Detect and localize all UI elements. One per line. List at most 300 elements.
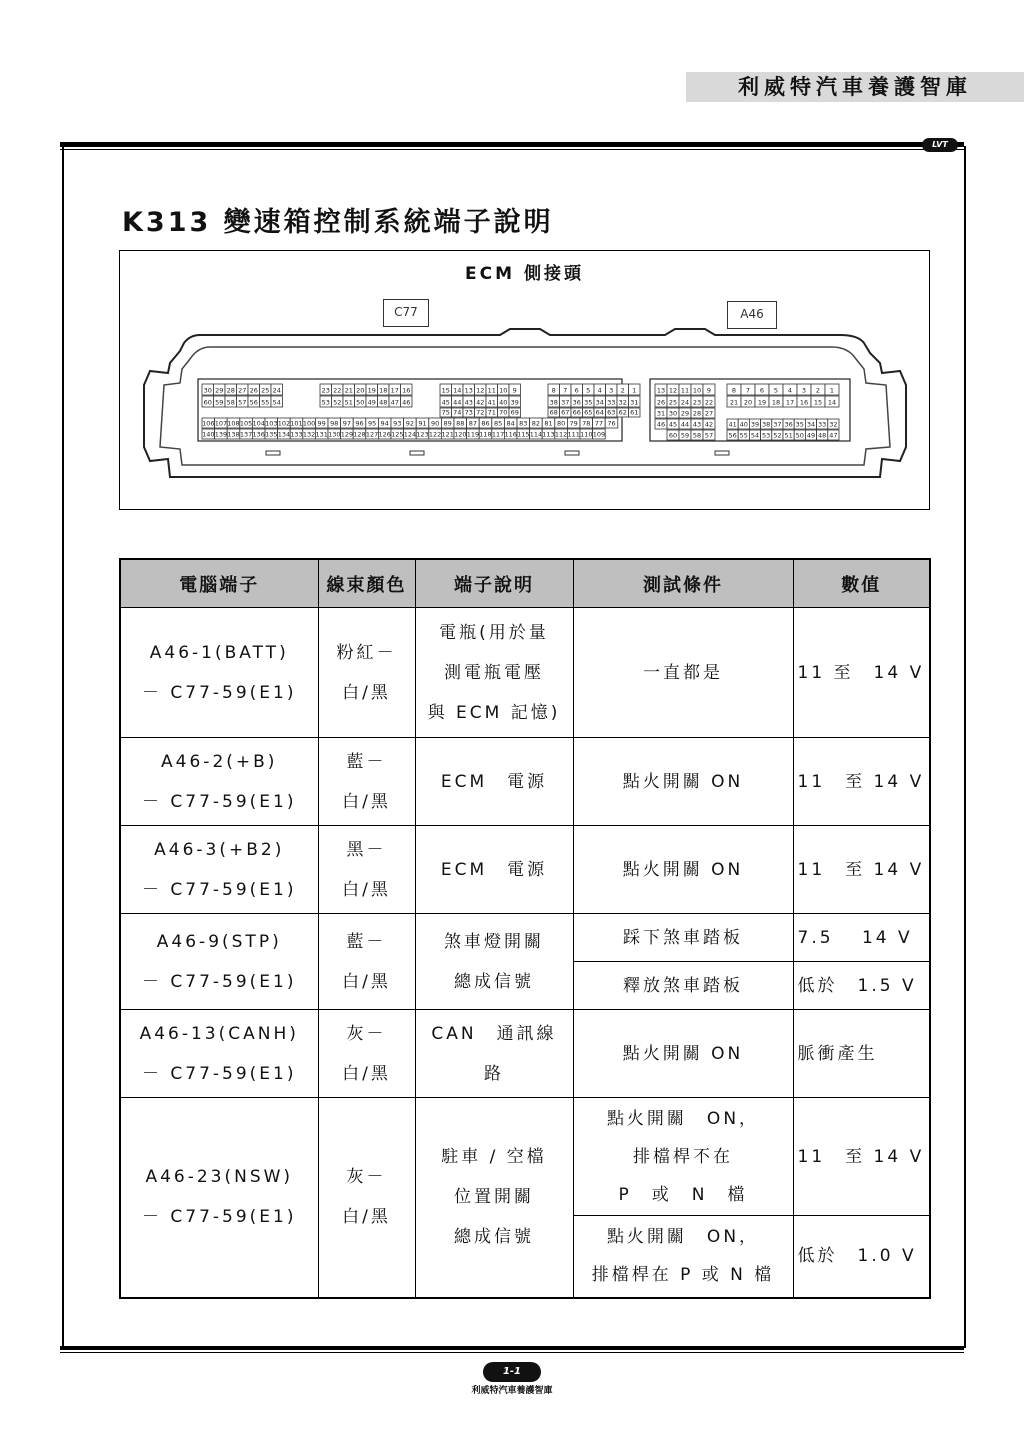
- pin-number: 46: [402, 398, 411, 407]
- terminal-cell-line: A46-2(+B): [161, 751, 278, 772]
- pin-number: 32: [618, 398, 627, 407]
- pin-number: 113: [542, 430, 555, 439]
- pin-number: 3: [801, 386, 807, 395]
- pin-number: 69: [510, 408, 519, 417]
- pin-number: 50: [356, 398, 365, 407]
- pin-number: 99: [317, 419, 326, 428]
- pin-number: 40: [499, 398, 508, 407]
- pin-number: 114: [529, 430, 543, 439]
- pin-number: 96: [355, 419, 364, 428]
- condition-cell-line: 排檔桿在 P 或 N 檔: [591, 1265, 775, 1286]
- pin-number: 22: [704, 398, 714, 407]
- wire-color-cell: [318, 1010, 415, 1098]
- pin-number: 52: [333, 398, 342, 407]
- pin-number: 33: [818, 420, 827, 429]
- description-cell-line: 總成信號: [454, 971, 534, 992]
- terminal-cell: [120, 738, 318, 826]
- pin-number: 82: [531, 419, 541, 428]
- pin-number: 1: [829, 386, 835, 395]
- pin-number: 75: [441, 408, 450, 417]
- pin-number: 90: [430, 419, 440, 428]
- pin-number: 1: [632, 386, 637, 395]
- pin-number: 80: [556, 419, 566, 428]
- terminal-cell-line: A46-1(BATT): [149, 642, 289, 663]
- condition-cell-line: 點火開關 ON，: [606, 1108, 760, 1129]
- pin-number: 55: [261, 398, 270, 407]
- terminal-cell-line: － C77-59(E1): [142, 1063, 297, 1084]
- pin-number: 58: [692, 431, 702, 440]
- pin-number: 28: [226, 386, 235, 395]
- condition-cell: [573, 826, 793, 914]
- pin-number: 44: [453, 398, 462, 407]
- pin-number: 70: [499, 408, 508, 417]
- pin-number: 51: [344, 398, 353, 407]
- pin-number: 131: [315, 430, 328, 439]
- value-cell: 11 至 14 V: [793, 738, 930, 826]
- pin-number: 38: [762, 420, 771, 429]
- value-cell: 7.5 14 V: [793, 914, 930, 962]
- pin-number: 139: [214, 430, 228, 439]
- pin-number: 49: [367, 398, 376, 407]
- pin-number: 6: [574, 386, 579, 395]
- pin-number: 49: [806, 431, 816, 440]
- pin-number: 45: [441, 398, 450, 407]
- pin-number: 34: [595, 398, 604, 407]
- ecm-connector-drawing: [120, 251, 929, 509]
- pin-number: 35: [795, 420, 804, 429]
- pin-number: 28: [692, 409, 702, 418]
- pin-number: 36: [572, 398, 581, 407]
- pin-number: 101: [290, 419, 303, 428]
- terminal-cell-line: A46-9(STP): [156, 931, 282, 952]
- bottom-rule-thin: [60, 1352, 964, 1353]
- pin-number: 48: [379, 398, 388, 407]
- pin-number: 53: [321, 398, 330, 407]
- pin-number: 58: [226, 398, 235, 407]
- terminal-cell-line: － C77-59(E1): [142, 682, 297, 703]
- wire-color-cell-line: 白/黑: [342, 879, 391, 900]
- pin-number: 19: [367, 386, 376, 395]
- pin-number: 21: [729, 398, 739, 407]
- pin-number: 26: [656, 398, 666, 407]
- pin-number: 43: [464, 398, 473, 407]
- condition-cell-line: 點火開關 ON: [622, 1043, 744, 1064]
- wire-color-cell-line: 白/黑: [342, 791, 391, 812]
- pin-number: 19: [757, 398, 767, 407]
- condition-cell-line: 點火開關 ON: [622, 859, 744, 880]
- footer-page-badge: 1-1: [483, 1362, 541, 1382]
- pin-number: 130: [328, 430, 341, 439]
- condition-cell: [573, 1098, 793, 1216]
- pin-number: 6: [759, 386, 765, 395]
- pin-number: 127: [365, 430, 379, 439]
- description-cell-line: 駐車 / 空檔: [441, 1147, 547, 1168]
- terminal-cell: [120, 914, 318, 1010]
- pin-number: 10: [499, 386, 508, 395]
- description-cell-line: CAN 通訊線: [431, 1023, 557, 1044]
- condition-cell-line: 一直都是: [643, 662, 723, 683]
- pin-number: 30: [203, 386, 212, 395]
- pin-number: 63: [607, 408, 616, 417]
- pin-number: 117: [491, 430, 505, 439]
- condition-cell: [573, 1216, 793, 1298]
- pin-number: 116: [504, 430, 517, 439]
- pin-number: 94: [380, 419, 389, 428]
- pin-number: 65: [584, 408, 593, 417]
- pin-number: 12: [668, 386, 678, 395]
- description-cell-line: 路: [484, 1063, 504, 1084]
- pin-number: 33: [607, 398, 616, 407]
- wire-color-cell-line: 白/黑: [342, 682, 391, 703]
- pin-number: 35: [584, 398, 593, 407]
- logo-badge: LVT: [922, 138, 958, 152]
- pin-number: 133: [290, 430, 303, 439]
- pin-number: 52: [773, 431, 782, 440]
- pin-number: 89: [443, 419, 452, 428]
- pin-number: 104: [252, 419, 265, 428]
- pin-number: 87: [468, 419, 478, 428]
- pin-number: 8: [551, 386, 556, 395]
- pin-number: 29: [215, 386, 224, 395]
- pin-number: 38: [549, 398, 558, 407]
- pin-number: 88: [456, 419, 465, 428]
- pin-number: 23: [321, 386, 330, 395]
- pin-number: 95: [367, 419, 377, 428]
- pin-number: 61: [630, 408, 639, 417]
- header-brand: 利威特汽車養護智庫: [738, 75, 972, 99]
- description-cell: [415, 1098, 573, 1298]
- pin-number: 135: [265, 430, 278, 439]
- pin-number: 37: [773, 420, 782, 429]
- pin-number: 68: [549, 408, 558, 417]
- col-header-condition: 測試條件: [573, 559, 793, 608]
- description-cell-line: 測電瓶電壓: [444, 662, 544, 683]
- pin-number: 41: [487, 398, 496, 407]
- pin-number: 9: [706, 386, 712, 395]
- value-cell: 11 至 14 V: [793, 826, 930, 914]
- pin-number: 20: [356, 386, 365, 395]
- pin-number: 103: [265, 419, 278, 428]
- pin-number: 98: [330, 419, 339, 428]
- pin-number: 62: [618, 408, 627, 417]
- pin-number: 8: [731, 386, 737, 395]
- condition-cell-line: 點火開關 ON，: [606, 1227, 760, 1248]
- wire-color-cell: [318, 914, 415, 1010]
- pin-number: 64: [595, 408, 604, 417]
- pin-number: 16: [799, 398, 809, 407]
- pin-number: 120: [454, 430, 467, 439]
- pin-number: 140: [202, 430, 215, 439]
- condition-cell: [573, 738, 793, 826]
- pin-number: 29: [680, 409, 690, 418]
- pin-number: 30: [668, 409, 678, 418]
- pin-number: 118: [479, 430, 492, 439]
- table-row: [120, 1098, 930, 1216]
- wire-color-cell-line: 白/黑: [342, 971, 391, 992]
- pin-number: 48: [818, 431, 827, 440]
- pin-number: 39: [510, 398, 519, 407]
- pin-number: 55: [739, 431, 748, 440]
- pin-number: 137: [239, 430, 253, 439]
- pin-number: 134: [277, 430, 291, 439]
- pin-number: 5: [586, 386, 591, 395]
- pin-number: 25: [668, 398, 678, 407]
- description-cell-line: 與 ECM 記憶): [427, 702, 561, 723]
- pin-number: 72: [476, 408, 485, 417]
- pin-number: 3: [609, 386, 614, 395]
- pin-number: 67: [561, 408, 570, 417]
- pin-number: 100: [302, 419, 316, 428]
- condition-cell-line: 釋放煞車踏板: [623, 975, 743, 996]
- pin-number: 15: [441, 386, 450, 395]
- pin-number: 84: [506, 419, 515, 428]
- pin-number: 97: [342, 419, 352, 428]
- connector-figure: [119, 250, 930, 510]
- pin-number: 83: [519, 419, 528, 428]
- terminal-cell: [120, 1010, 318, 1098]
- pin-number: 14: [453, 386, 462, 395]
- pin-number: 47: [390, 398, 399, 407]
- wire-color-cell: [318, 1098, 415, 1298]
- description-cell: [415, 914, 573, 1010]
- latch-tab: [565, 451, 579, 455]
- latch-tab: [410, 451, 424, 455]
- col-header-wire-color: 線束顏色: [318, 559, 415, 608]
- pin-number: 110: [580, 430, 593, 439]
- pin-number: 34: [806, 420, 816, 429]
- pin-number: 86: [481, 419, 490, 428]
- description-cell-line: 總成信號: [454, 1227, 534, 1248]
- pin-number: 108: [227, 419, 240, 428]
- pin-number: 26: [249, 386, 258, 395]
- terminal-cell-line: A46-13(CANH): [139, 1023, 299, 1044]
- pin-number: 16: [402, 386, 411, 395]
- pin-number: 107: [214, 419, 228, 428]
- pin-number: 85: [493, 419, 503, 428]
- pin-number: 27: [704, 409, 714, 418]
- pin-number: 9: [512, 386, 517, 395]
- pin-number: 57: [238, 398, 247, 407]
- pin-number: 2: [815, 386, 821, 395]
- pin-number: 54: [272, 398, 281, 407]
- pin-number: 106: [202, 419, 215, 428]
- pin-number: 81: [544, 419, 553, 428]
- col-header-description: 端子說明: [415, 559, 573, 608]
- description-cell-line: 位置開關: [454, 1187, 534, 1208]
- pin-number: 37: [561, 398, 570, 407]
- value-cell: 11 至 14 V: [793, 608, 930, 738]
- pin-number: 71: [487, 408, 496, 417]
- table-row: [120, 608, 930, 738]
- description-cell-line: 電瓶(用於量: [439, 622, 549, 643]
- pin-number: 53: [762, 431, 771, 440]
- pin-number: 24: [680, 398, 690, 407]
- pin-number: 79: [569, 419, 578, 428]
- bottom-rule: [60, 1346, 964, 1350]
- pin-number: 44: [680, 420, 690, 429]
- table-row: [120, 826, 930, 914]
- pin-number: 46: [656, 420, 666, 429]
- footer-brand: 利威特汽車養護智庫: [471, 1386, 553, 1396]
- description-cell: [415, 826, 573, 914]
- latch-tab: [715, 451, 729, 455]
- pin-number: 17: [390, 386, 399, 395]
- pin-number: 21: [344, 386, 353, 395]
- description-cell: [415, 1010, 573, 1098]
- pin-number: 11: [487, 386, 496, 395]
- pin-number: 5: [773, 386, 779, 395]
- pin-number: 42: [704, 420, 714, 429]
- col-header-value: 數值: [793, 559, 930, 608]
- condition-cell: [573, 962, 793, 1010]
- pin-number: 74: [453, 408, 462, 417]
- pin-number: 15: [813, 398, 823, 407]
- pin-number: 105: [239, 419, 253, 428]
- pin-number: 109: [592, 430, 606, 439]
- wire-color-cell-line: 黑－: [346, 839, 387, 860]
- pin-number: 60: [203, 398, 212, 407]
- condition-cell-line: 排檔桿不在: [633, 1146, 733, 1167]
- pin-number: 2: [620, 386, 625, 395]
- terminal-cell-line: － C77-59(E1): [142, 1207, 297, 1228]
- wire-color-cell-line: 灰－: [346, 1023, 387, 1044]
- pin-number: 78: [582, 419, 591, 428]
- description-cell-line: 煞車燈開關: [444, 931, 544, 952]
- pin-number: 12: [476, 386, 485, 395]
- pin-number: 125: [391, 430, 404, 439]
- pin-number: 136: [252, 430, 265, 439]
- terminal-cell-line: － C77-59(E1): [142, 971, 297, 992]
- table-row: [120, 1010, 930, 1098]
- pin-number: 43: [692, 420, 702, 429]
- pin-number: 126: [378, 430, 391, 439]
- pin-number: 124: [403, 430, 417, 439]
- pin-number: 13: [464, 386, 473, 395]
- terminal-cell-line: － C77-59(E1): [142, 791, 297, 812]
- wire-color-cell-line: 粉紅－: [336, 642, 397, 663]
- description-cell-line: ECM 電源: [440, 859, 548, 880]
- pin-number: 13: [656, 386, 666, 395]
- condition-cell-line: 踩下煞車踏板: [623, 927, 743, 948]
- wire-color-cell-line: 藍－: [346, 931, 387, 952]
- pin-number: 45: [668, 420, 678, 429]
- pin-number: 36: [784, 420, 793, 429]
- pin-number: 138: [227, 430, 240, 439]
- pin-number: 31: [656, 409, 666, 418]
- connector-label-c77: C77: [383, 299, 429, 327]
- pin-number: 50: [795, 431, 804, 440]
- pin-number: 132: [302, 430, 316, 439]
- table-row: [120, 914, 930, 962]
- pin-number: 11: [680, 386, 690, 395]
- pin-number: 129: [340, 430, 354, 439]
- pin-number: 20: [743, 398, 753, 407]
- pin-number: 73: [464, 408, 473, 417]
- pin-number: 111: [567, 430, 580, 439]
- pin-number: 18: [379, 386, 388, 395]
- pin-number: 119: [466, 430, 480, 439]
- pin-number: 39: [750, 420, 760, 429]
- terminal-cell: [120, 608, 318, 738]
- latch-tab: [266, 451, 280, 455]
- pin-number: 51: [784, 431, 793, 440]
- pin-number: 92: [405, 419, 415, 428]
- pin-number: 123: [416, 430, 429, 439]
- connector-label-a46: A46: [727, 301, 777, 329]
- terminal-cell-line: － C77-59(E1): [142, 879, 297, 900]
- pin-number: 77: [594, 419, 604, 428]
- pin-number: 91: [418, 419, 427, 428]
- condition-cell-line: 點火開關 ON: [622, 771, 744, 792]
- wire-color-cell-line: 白/黑: [342, 1063, 391, 1084]
- pin-number: 18: [771, 398, 781, 407]
- pin-number: 59: [680, 431, 690, 440]
- table-row: [120, 738, 930, 826]
- pin-number: 25: [261, 386, 270, 395]
- wire-color-cell: [318, 608, 415, 738]
- condition-cell: [573, 608, 793, 738]
- pin-number: 56: [728, 431, 737, 440]
- condition-cell: [573, 914, 793, 962]
- wire-color-cell: [318, 826, 415, 914]
- wire-color-cell-line: 灰－: [346, 1167, 387, 1188]
- col-header-terminal: 電腦端子: [120, 559, 318, 608]
- pin-number: 40: [739, 420, 748, 429]
- pin-number: 76: [607, 419, 616, 428]
- pin-number: 66: [572, 408, 581, 417]
- pin-number: 59: [215, 398, 224, 407]
- wire-color-cell: [318, 738, 415, 826]
- condition-cell-line: P 或 N 檔: [618, 1184, 748, 1205]
- pin-number: 47: [829, 431, 838, 440]
- description-cell: [415, 608, 573, 738]
- pin-number: 14: [827, 398, 837, 407]
- condition-cell: [573, 1010, 793, 1098]
- value-cell: 11 至 14 V: [793, 1098, 930, 1216]
- pin-number: 121: [441, 430, 454, 439]
- pin-number: 41: [728, 420, 737, 429]
- pin-number: 17: [785, 398, 795, 407]
- page-title: K313 變速箱控制系統端子說明: [122, 207, 554, 238]
- pin-number: 31: [630, 398, 639, 407]
- pin-number: 54: [750, 431, 760, 440]
- pin-number: 27: [238, 386, 247, 395]
- pin-number: 10: [692, 386, 702, 395]
- value-cell: 脈衝產生: [793, 1010, 930, 1098]
- pin-number: 32: [829, 420, 838, 429]
- terminal-cell-line: A46-23(NSW): [145, 1167, 294, 1188]
- pin-number: 24: [272, 386, 281, 395]
- table-header-row: [120, 559, 930, 608]
- wire-color-cell-line: 白/黑: [342, 1207, 391, 1228]
- pin-number: 122: [428, 430, 442, 439]
- pin-number: 7: [563, 386, 568, 395]
- pin-number: 93: [393, 419, 402, 428]
- pin-number: 115: [517, 430, 530, 439]
- description-cell-line: ECM 電源: [440, 771, 548, 792]
- terminal-table: [119, 558, 931, 1299]
- pin-number: 102: [277, 419, 291, 428]
- pin-number: 23: [692, 398, 702, 407]
- pin-number: 4: [597, 386, 602, 395]
- value-cell: 低於 1.0 V: [793, 1216, 930, 1298]
- terminal-cell: [120, 1098, 318, 1298]
- pin-number: 57: [704, 431, 714, 440]
- value-cell: 低於 1.5 V: [793, 962, 930, 1010]
- description-cell: [415, 738, 573, 826]
- pin-number: 60: [668, 431, 678, 440]
- pin-number: 128: [353, 430, 366, 439]
